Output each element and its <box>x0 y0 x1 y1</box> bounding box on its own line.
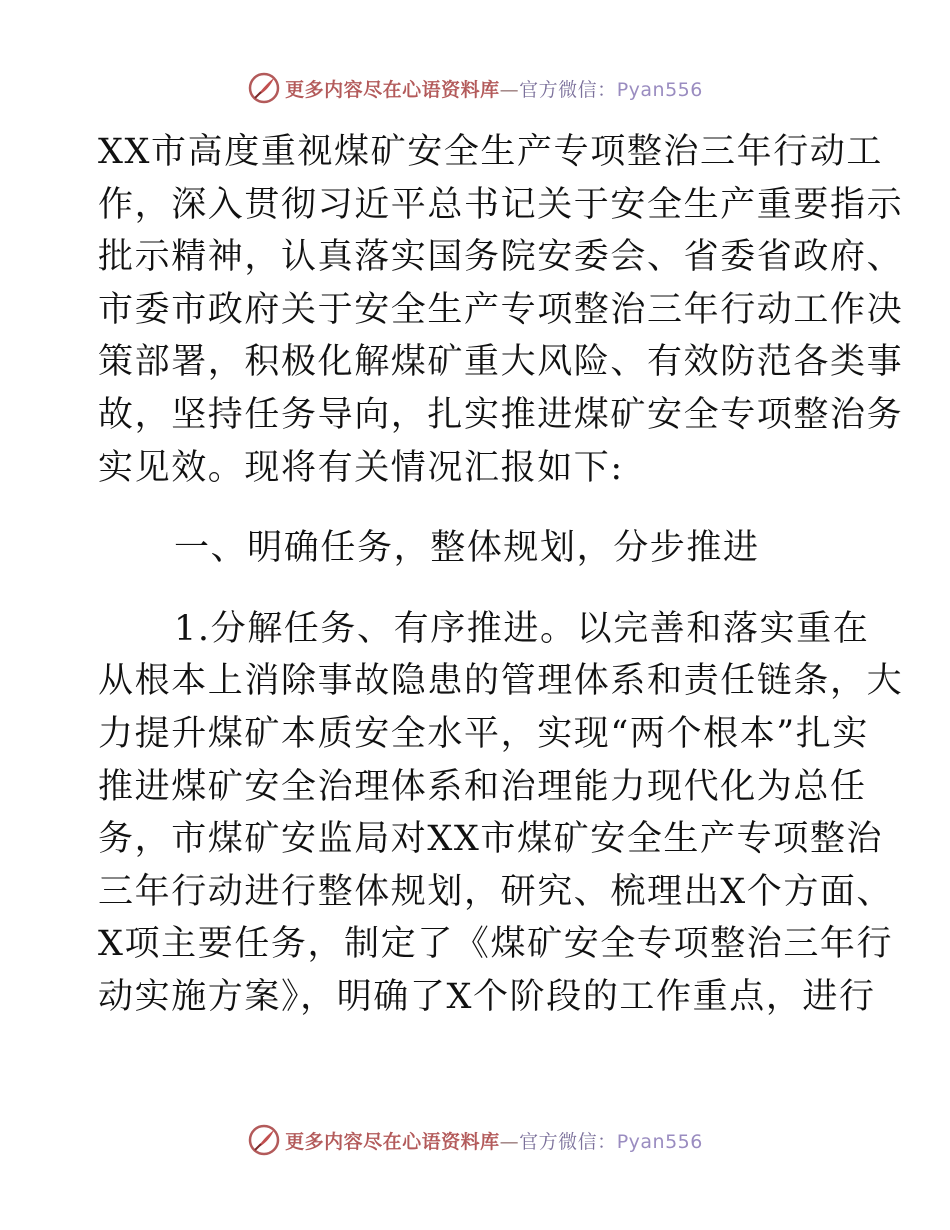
section-heading: 一、明确任务，整体规划，分步推进 <box>174 528 760 569</box>
text-line: 批示精神，认真落实国务院安委会、省委省政府、 <box>98 237 904 278</box>
text-line: 作，深入贯彻习近平总书记关于安全生产重要指示 <box>98 184 904 225</box>
footer-watermark <box>0 1120 950 1160</box>
header-watermark <box>0 68 950 108</box>
paragraph-tasks <box>98 603 904 1024</box>
feather-logo-icon <box>247 1123 281 1157</box>
text-line: 动实施方案》，明确了X个阶段的工作重点，进行 <box>98 976 876 1017</box>
feather-logo-icon <box>247 71 281 105</box>
text-line: X项主要任务，制定了《煤矿安全专项整治三年行 <box>98 924 894 965</box>
text-line: 故，坚持任务导向，扎实推进煤矿安全专项整治务 <box>98 394 904 435</box>
watermark-text: 更多内容尽在心语资料库—官方微信：Pyan556 <box>285 1130 703 1153</box>
text-line: 推进煤矿安全治理体系和治理能力现代化为总任 <box>98 766 867 807</box>
text-line: 从根本上消除事故隐患的管理体系和责任链条，大 <box>98 661 904 702</box>
text-line: 务，市煤矿安监局对XX市煤矿安全生产专项整治 <box>98 819 884 860</box>
text-line: XX市高度重视煤矿安全生产专项整治三年行动工 <box>98 132 884 172</box>
watermark-text: 更多内容尽在心语资料库—官方微信：Pyan556 <box>285 78 703 101</box>
text-line: 策部署，积极化解煤矿重大风险、有效防范各类事 <box>98 342 904 383</box>
text-line: 市委市政府关于安全生产专项整治三年行动工作决 <box>98 289 904 330</box>
text-line: 三年行动进行整体规划，研究、梳理出X个方面、 <box>98 871 894 912</box>
text-line: 实见效。现将有关情况汇报如下: <box>98 447 624 488</box>
text-line: 1.分解任务、有序推进。以完善和落实重在 <box>174 608 870 649</box>
paragraph-intro <box>98 126 904 494</box>
document-body <box>98 126 904 1024</box>
text-line: 力提升煤矿本质安全水平，实现“两个根本”扎实 <box>98 713 869 754</box>
